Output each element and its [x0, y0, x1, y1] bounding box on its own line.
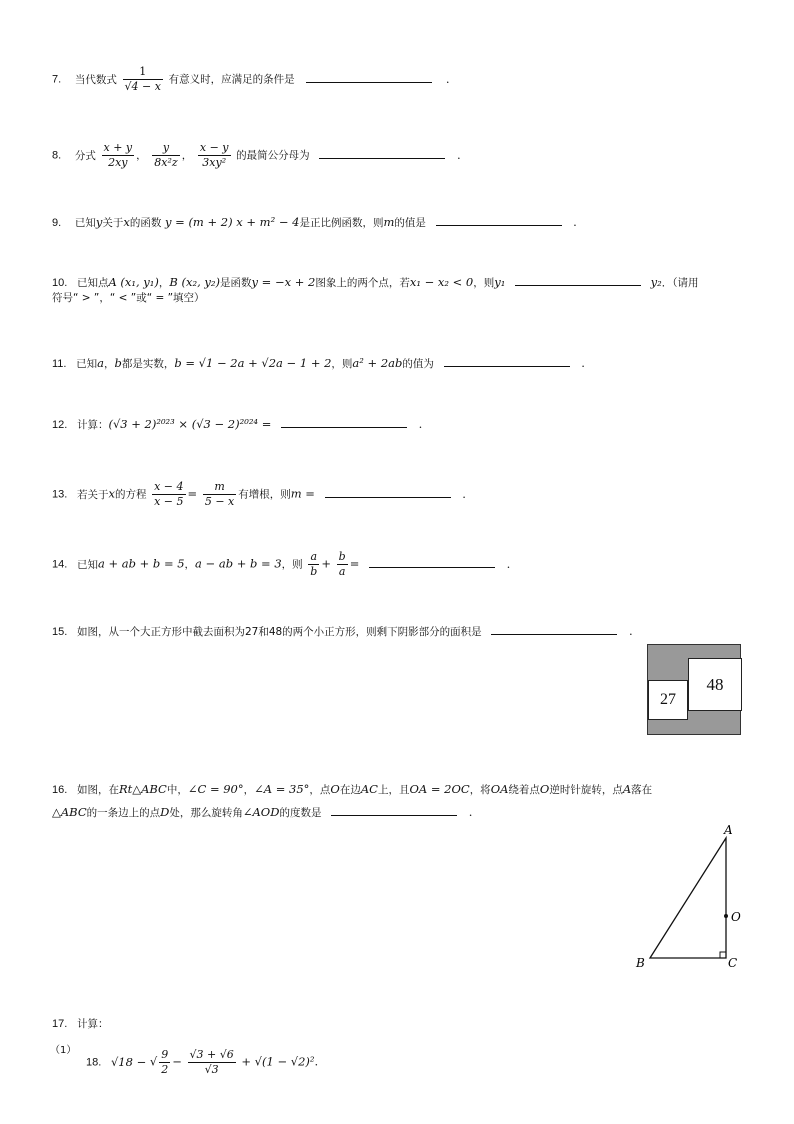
answer-blank[interactable] [369, 554, 495, 568]
answer-blank[interactable] [491, 621, 617, 635]
question-13: 13. 若关于x的方程 $\frac{x - 4}{x - 5}$ = $\frac{m}{5 - x}$ 有增根，则m = . [52, 480, 466, 508]
triangle-abc [650, 838, 726, 958]
answer-blank[interactable] [319, 145, 445, 159]
label-a: A [724, 823, 733, 837]
label-o: O [731, 910, 741, 924]
question-number: 9. [52, 217, 62, 229]
label-b: B [636, 956, 645, 970]
answer-blank[interactable] [515, 272, 641, 286]
question-16: 16. 如图，在Rt△ABC中，∠C = 90°，∠A = 35°，点O在边AC上，且OA = 2OC，将OA绕着点O逆时针旋转，点A落在 [52, 782, 653, 796]
answer-blank[interactable] [331, 802, 457, 816]
question-10-line2: 符号“ > ”，“ < ”或“ = ”填空） [52, 292, 205, 304]
question-number: 13. [52, 488, 68, 501]
question-number: 8. [52, 149, 62, 162]
question-number: 17. [52, 1018, 68, 1030]
question-16-line2: △ABC的一条边上的点D处，那么旋转角∠AOD的度数是 . [52, 802, 472, 821]
question-14: 14. 已知a + ab + b = 5，a − ab + b = 3，则 $\frac{a}{b}$ + $\frac{b}{a}$ = . [52, 550, 511, 578]
fraction: $\frac{√3 + √6}{√3}$ [189, 1048, 234, 1076]
question-number: 12. [52, 419, 68, 431]
question-10: 10. 已知点A (x₁, y₁)，B (x₂, y₂)是函数y = −x + 2图象上的两个点，若x₁ − x₂ < 0，则y₁ y₂．（请用 [52, 272, 699, 291]
question-number: 16. [52, 784, 68, 796]
question-18-expression: 18. √18 − √ $\frac{9}{2}$ − $\frac{√3 + √6}{√3}$ + √(1 − √2)². [86, 1048, 319, 1076]
question-11: 11. 已知a，b都是实数，b = √1 − 2a + √2a − 1 + 2，则a² + 2ab的值为 . [52, 353, 585, 372]
answer-blank[interactable] [281, 414, 407, 428]
fraction: $\frac{a}{b}$ [310, 550, 318, 578]
question-12: 12. 计算：(√3 + 2)²⁰²³ × (√3 − 2)²⁰²⁴ = . [52, 414, 422, 433]
fraction: $\frac{x - y}{\text{3xy²}}$ [199, 141, 229, 169]
squares-figure [647, 644, 741, 735]
question-number: 7. [52, 73, 62, 86]
point-o [724, 914, 728, 918]
question-7: 7. 当代数式 $\frac{1}{√4 - x}$ 有意义时，应满足的条件是 . [52, 65, 450, 93]
question-15: 15. 如图，从一个大正方形中截去面积为27和48的两个小正方形，则剩下阴影部分的面积是 . [52, 621, 633, 640]
question-number: 11. [52, 358, 67, 370]
fraction: $\frac{y}{\text{8x²z}}$ [154, 141, 178, 169]
question-number: 15. [52, 626, 68, 638]
large-square: 48 [688, 658, 742, 711]
fraction: $\frac{x + y}{2xy}$ [103, 141, 133, 169]
fraction: $\frac{b}{a}$ [338, 550, 346, 578]
answer-blank[interactable] [436, 212, 562, 226]
answer-blank[interactable] [444, 353, 570, 367]
fraction: $\frac{x - 4}{x - 5}$ [154, 480, 184, 508]
fraction: $\frac{1}{√4 - x}$ [124, 65, 161, 93]
question-17: 17. 计算： [52, 1018, 109, 1030]
answer-blank[interactable] [325, 484, 451, 498]
label-c: C [728, 956, 738, 970]
fraction: $\frac{m}{5 - x}$ [204, 480, 235, 508]
question-9: 9. 已知y关于x的函数 y = (m + 2) x + m² − 4是正比例函数，则m的值是 . [52, 212, 577, 231]
fraction: $\frac{9}{2}$ [161, 1048, 169, 1076]
question-number: 10. [52, 277, 68, 289]
question-number: 14. [52, 558, 68, 571]
sub-question-label: （1） [50, 1045, 77, 1056]
triangle-figure [630, 820, 750, 972]
question-8: 8. 分式 $\frac{x + y}{2xy}$ ， $\frac{y}{\text{8x²z}}$ ， $\frac{x - y}{\text{3xy²}}$ 的最简公分母为 . [52, 141, 461, 169]
answer-blank[interactable] [306, 69, 432, 83]
right-angle-mark [720, 952, 726, 958]
small-square: 27 [648, 680, 688, 720]
